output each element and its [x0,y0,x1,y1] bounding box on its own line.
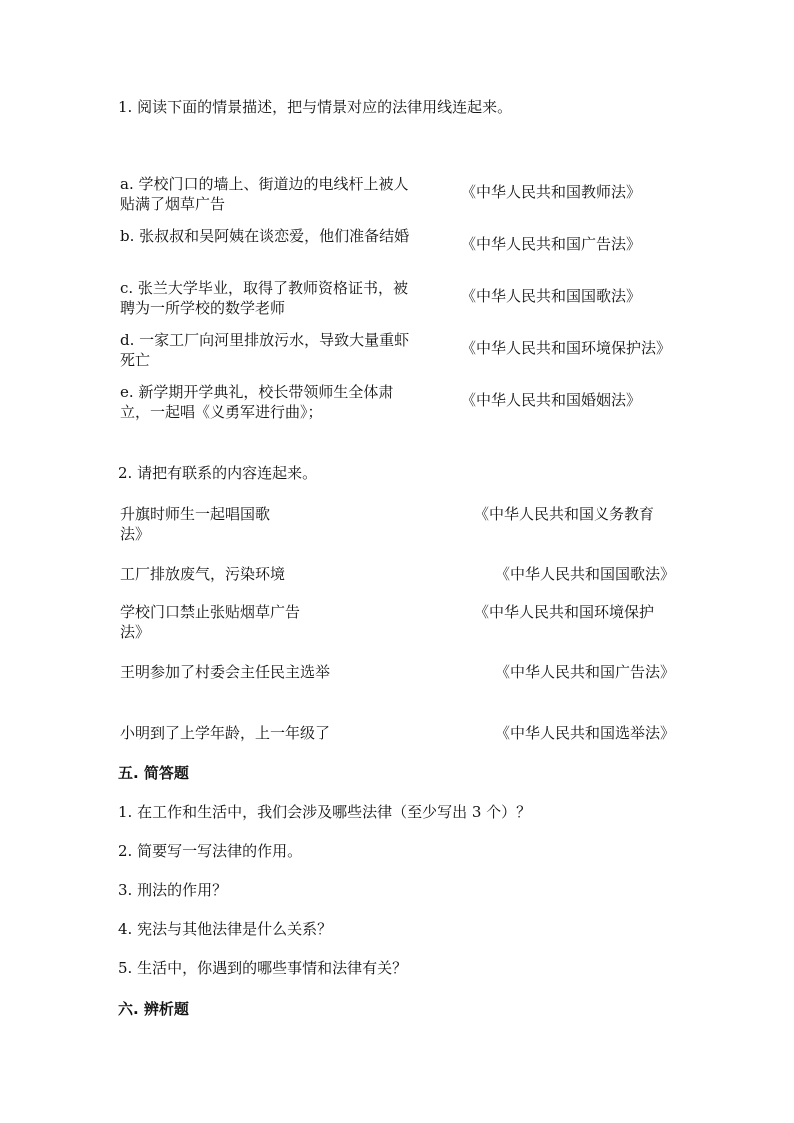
scenario-e: e. 新学期开学典礼，校长带领师生全体肃立，一起唱《义勇军进行曲》； [120,383,394,421]
q2-item-election: 王明参加了村委会主任民主选举 [120,663,331,681]
law-marriage: 《中华人民共和国婚姻法》 [461,391,642,409]
short-question-2: 2. 简要写一写法律的作用。 [118,842,303,860]
law-advertising: 《中华人民共和国广告法》 [461,235,642,253]
q2-law-election: 《中华人民共和国选举法》 [495,724,676,742]
q2-law-education: 《中华人民共和国义务教育 [474,505,655,523]
q2-law-environment-wrap: 法》 [120,623,151,641]
q2-item-tobacco-ads: 学校门口禁止张贴烟草广告 [120,603,301,621]
q2-law-advertising: 《中华人民共和国广告法》 [495,663,676,681]
q2-law-environment: 《中华人民共和国环境保护 [474,603,655,621]
scenario-d: d. 一家工厂向河里排放污水，导致大量重虾死亡 [120,331,410,369]
section-6-heading: 六. 辨析题 [118,1000,189,1018]
short-question-1: 1. 在工作和生活中，我们会涉及哪些法律（至少写出 3 个）？ [118,803,532,821]
question-2-title: 2. 请把有联系的内容连起来。 [118,464,318,482]
q2-item-anthem: 升旗时师生一起唱国歌 [120,505,271,523]
law-anthem: 《中华人民共和国国歌法》 [461,287,642,305]
law-teachers: 《中华人民共和国教师法》 [461,183,642,201]
scenario-c: c. 张兰大学毕业，取得了教师资格证书，被聘为一所学校的数学老师 [120,279,408,317]
section-5-heading: 五. 简答题 [118,764,189,782]
q2-item-pollution: 工厂排放废气，污染环境 [120,565,286,583]
short-question-5: 5. 生活中，你遇到的哪些事情和法律有关？ [118,959,408,977]
short-question-4: 4. 宪法与其他法律是什么关系？ [118,920,333,938]
scenario-a: a. 学校门口的墙上、街道边的电线杆上被人贴满了烟草广告 [120,175,409,213]
q2-item-school-age: 小明到了上学年龄，上一年级了 [120,724,331,742]
q2-law-anthem: 《中华人民共和国国歌法》 [495,565,676,583]
q2-law-education-wrap: 法》 [120,525,151,543]
scenario-b: b. 张叔叔和吴阿姨在谈恋爱，他们准备结婚 [120,227,410,245]
short-question-3: 3. 刑法的作用？ [118,881,228,899]
question-1-title: 1. 阅读下面的情景描述，把与情景对应的法律用线连起来。 [118,98,513,116]
law-environment: 《中华人民共和国环境保护法》 [461,339,672,357]
